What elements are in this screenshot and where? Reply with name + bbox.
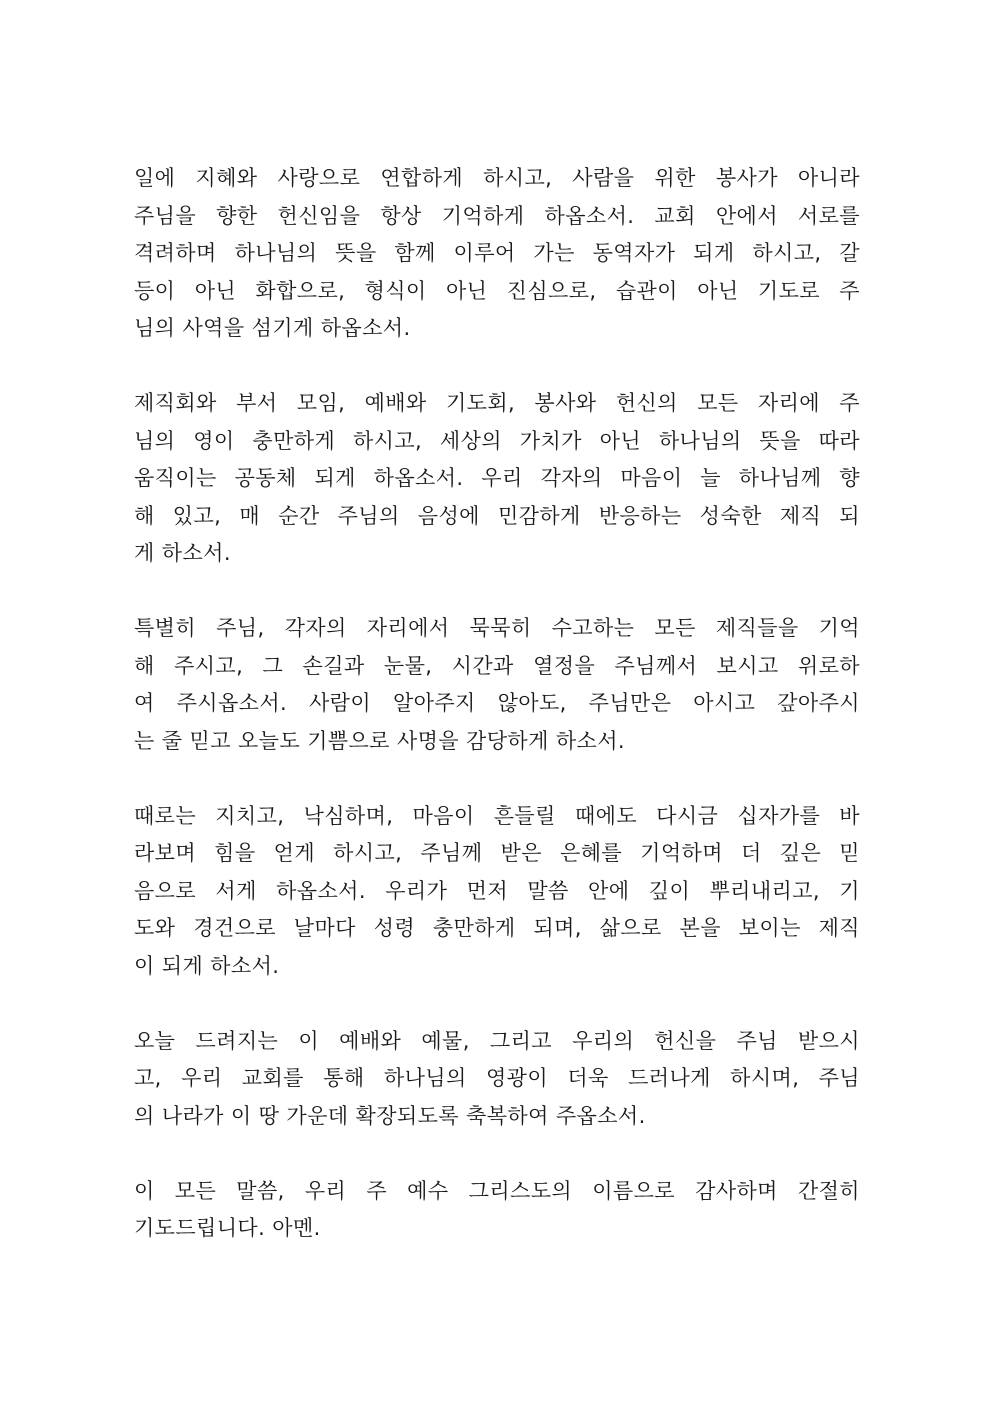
text-line: 특별히 주님, 각자의 자리에서 묵묵히 수고하는 모든 제직들을 기억 (134, 616, 860, 640)
paragraph-6 (134, 1173, 860, 1248)
text-line: 등이 아닌 화합으로, 형식이 아닌 진심으로, 습관이 아닌 기도로 주 (134, 278, 860, 303)
text-line: 일에 지혜와 사랑으로 연합하게 하시고, 사람을 위한 봉사가 아니라 (134, 166, 860, 190)
text-line: 기도드립니다. 아멘. (134, 1216, 321, 1240)
paragraph-4 (134, 798, 860, 986)
text-line: 여 주시옵소서. 사람이 알아주지 않아도, 주님만은 아시고 갚아주시 (134, 691, 860, 715)
text-line: 때로는 지치고, 낙심하며, 마음이 흔들릴 때에도 다시금 십자가를 바 (134, 803, 860, 828)
text-line: 오늘 드려지는 이 예배와 예물, 그리고 우리의 헌신을 주님 받으시 (134, 1028, 860, 1053)
text-line: 주님을 향한 헌신임을 항상 기억하게 하옵소서. 교회 안에서 서로를 (134, 203, 860, 228)
text-line: 음으로 서게 하옵소서. 우리가 먼저 말씀 안에 깊이 뿌리내리고, 기 (134, 878, 860, 903)
text-line: 의 나라가 이 땅 가운데 확장되도록 축복하여 주옵소서. (134, 1103, 646, 1128)
text-line: 해 있고, 매 순간 주님의 음성에 민감하게 반응하는 성숙한 제직 되 (134, 503, 860, 528)
text-line: 제직회와 부서 모임, 예배와 기도회, 봉사와 헌신의 모든 자리에 주 (134, 391, 860, 415)
document-body (134, 160, 860, 1285)
text-line: 고, 우리 교회를 통해 하나님의 영광이 더욱 드러나게 하시며, 주님 (134, 1066, 860, 1090)
text-line: 격려하며 하나님의 뜻을 함께 이루어 가는 동역자가 되게 하시고, 갈 (134, 241, 860, 265)
paragraph-2 (134, 385, 860, 573)
paragraph-3 (134, 610, 860, 760)
text-line: 님의 영이 충만하게 하시고, 세상의 가치가 아닌 하나님의 뜻을 따라 (134, 428, 860, 453)
text-line: 라보며 힘을 얻게 하시고, 주님께 받은 은혜를 기억하며 더 깊은 믿 (134, 841, 860, 865)
text-line: 이 모든 말씀, 우리 주 예수 그리스도의 이름으로 감사하며 간절히 (134, 1178, 860, 1203)
text-line: 움직이는 공동체 되게 하옵소서. 우리 각자의 마음이 늘 하나님께 향 (134, 466, 860, 490)
text-line: 님의 사역을 섬기게 하옵소서. (134, 316, 411, 340)
text-line: 도와 경건으로 날마다 성령 충만하게 되며, 삶으로 본을 보이는 제직 (134, 916, 860, 940)
text-line: 게 하소서. (134, 541, 231, 565)
text-line: 이 되게 하소서. (134, 953, 280, 978)
paragraph-5 (134, 1023, 860, 1136)
paragraph-1 (134, 160, 860, 348)
text-line: 해 주시고, 그 손길과 눈물, 시간과 열정을 주님께서 보시고 위로하 (134, 653, 860, 678)
text-line: 는 줄 믿고 오늘도 기쁨으로 사명을 감당하게 하소서. (134, 728, 626, 753)
